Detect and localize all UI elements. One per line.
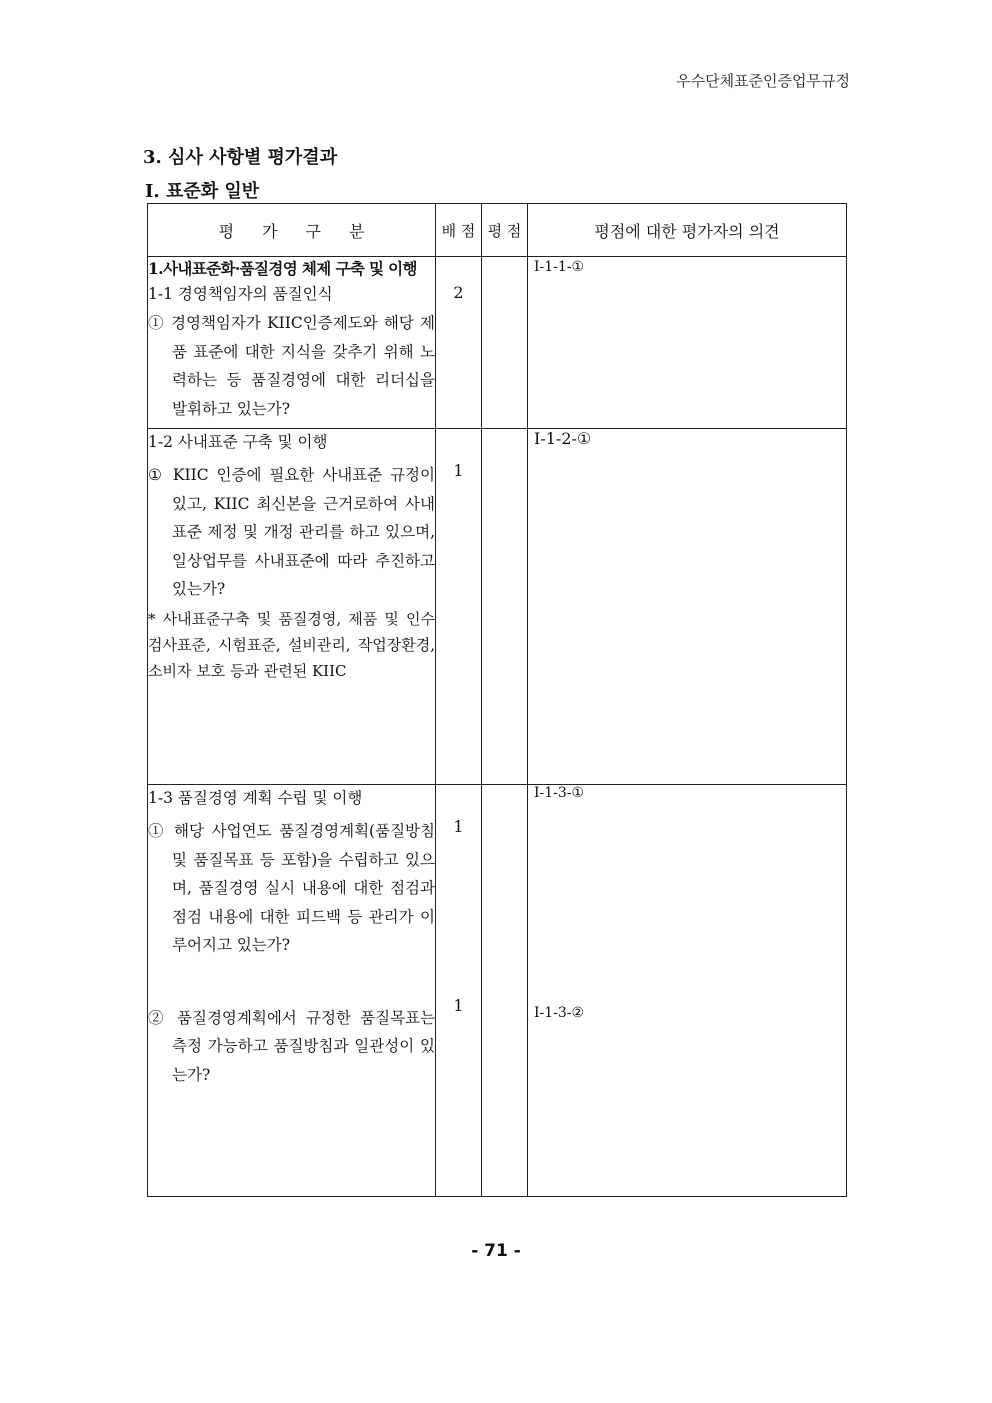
table-row [148,785,847,1197]
score-cell [436,429,482,785]
opinion-ref: Ⅰ-1-1-① [534,259,585,275]
opinion-cell[interactable] [528,785,847,1197]
evaluation-table [147,203,847,1197]
running-header: 우수단체표준인증업무규정 [676,72,850,90]
opinion-ref: Ⅰ-1-2-① [534,429,592,448]
score-value: 2 [453,283,464,302]
header-grade: 평 점 [482,204,528,257]
score-cell [436,785,482,1197]
opinion-ref: Ⅰ-1-3-② [534,1005,585,1021]
grade-cell[interactable] [482,257,528,429]
section-title: 3. 심사 사항별 평가결과 [143,147,338,168]
question-text: ② 품질경영계획에서 규정한 품질목표는 측정 가능하고 품질방침과 일관성이 있는가? [148,1008,435,1084]
item-subtitle: 1-3 품질경영 계획 수립 및 이행 [148,789,363,807]
header-score: 배 점 [436,204,482,257]
score-cell [436,257,482,429]
header-item: 평가구분 [148,204,436,257]
grade-cell[interactable] [482,429,528,785]
opinion-ref: Ⅰ-1-3-① [534,785,585,801]
opinion-cell[interactable] [528,257,847,429]
grade-cell[interactable] [482,785,528,1197]
item-cell [148,257,436,429]
subsection-title: Ⅰ. 표준화 일반 [145,181,260,202]
page-number: - 71 - [471,1241,521,1261]
item-subtitle: 1-1 경영책임자의 품질인식 [148,285,333,303]
score-value: 1 [453,817,464,836]
group-title: 1.사내표준화·품질경영 체제 구축 및 이행 [148,259,417,278]
table-row [148,429,847,785]
question-text: ① 경영책임자가 KIIC인증제도와 해당 제품 표준에 대한 지식을 갖추기 위해 노력하는 등 품질경영에 대한 리더십을 발휘하고 있는가? [148,314,435,418]
question-text: ① KIIC 인증에 필요한 사내표준 규정이 있고, KIIC 최신본을 근거로하여 사내표준 제정 및 개정 관리를 하고 있으며, 일상업무를 사내표준에 따라 추진하고 있는가? [148,466,435,598]
table-row [148,257,847,429]
header-opinion: 평점에 대한 평가자의 의견 [528,204,847,257]
score-value: 1 [453,461,464,480]
table-header-row [148,204,847,257]
note-text: * 사내표준구축 및 품질경영, 제품 및 인수검사표준, 시험표준, 설비관리, 작업장환경, 소비자 보호 등과 관련된 KIIC [148,609,435,680]
score-value: 1 [453,996,464,1015]
item-cell [148,785,436,1197]
opinion-cell[interactable] [528,429,847,785]
question-text: ① 해당 사업연도 품질경영계획(품질방침 및 품질목표 등 포함)을 수립하고 있으며, 품질경영 실시 내용에 대한 점검과 점검 내용에 대한 피드백 등 관리가 이루어지고 있는가? [148,822,435,954]
item-subtitle: 1-2 사내표준 구축 및 이행 [148,433,328,451]
item-cell [148,429,436,785]
